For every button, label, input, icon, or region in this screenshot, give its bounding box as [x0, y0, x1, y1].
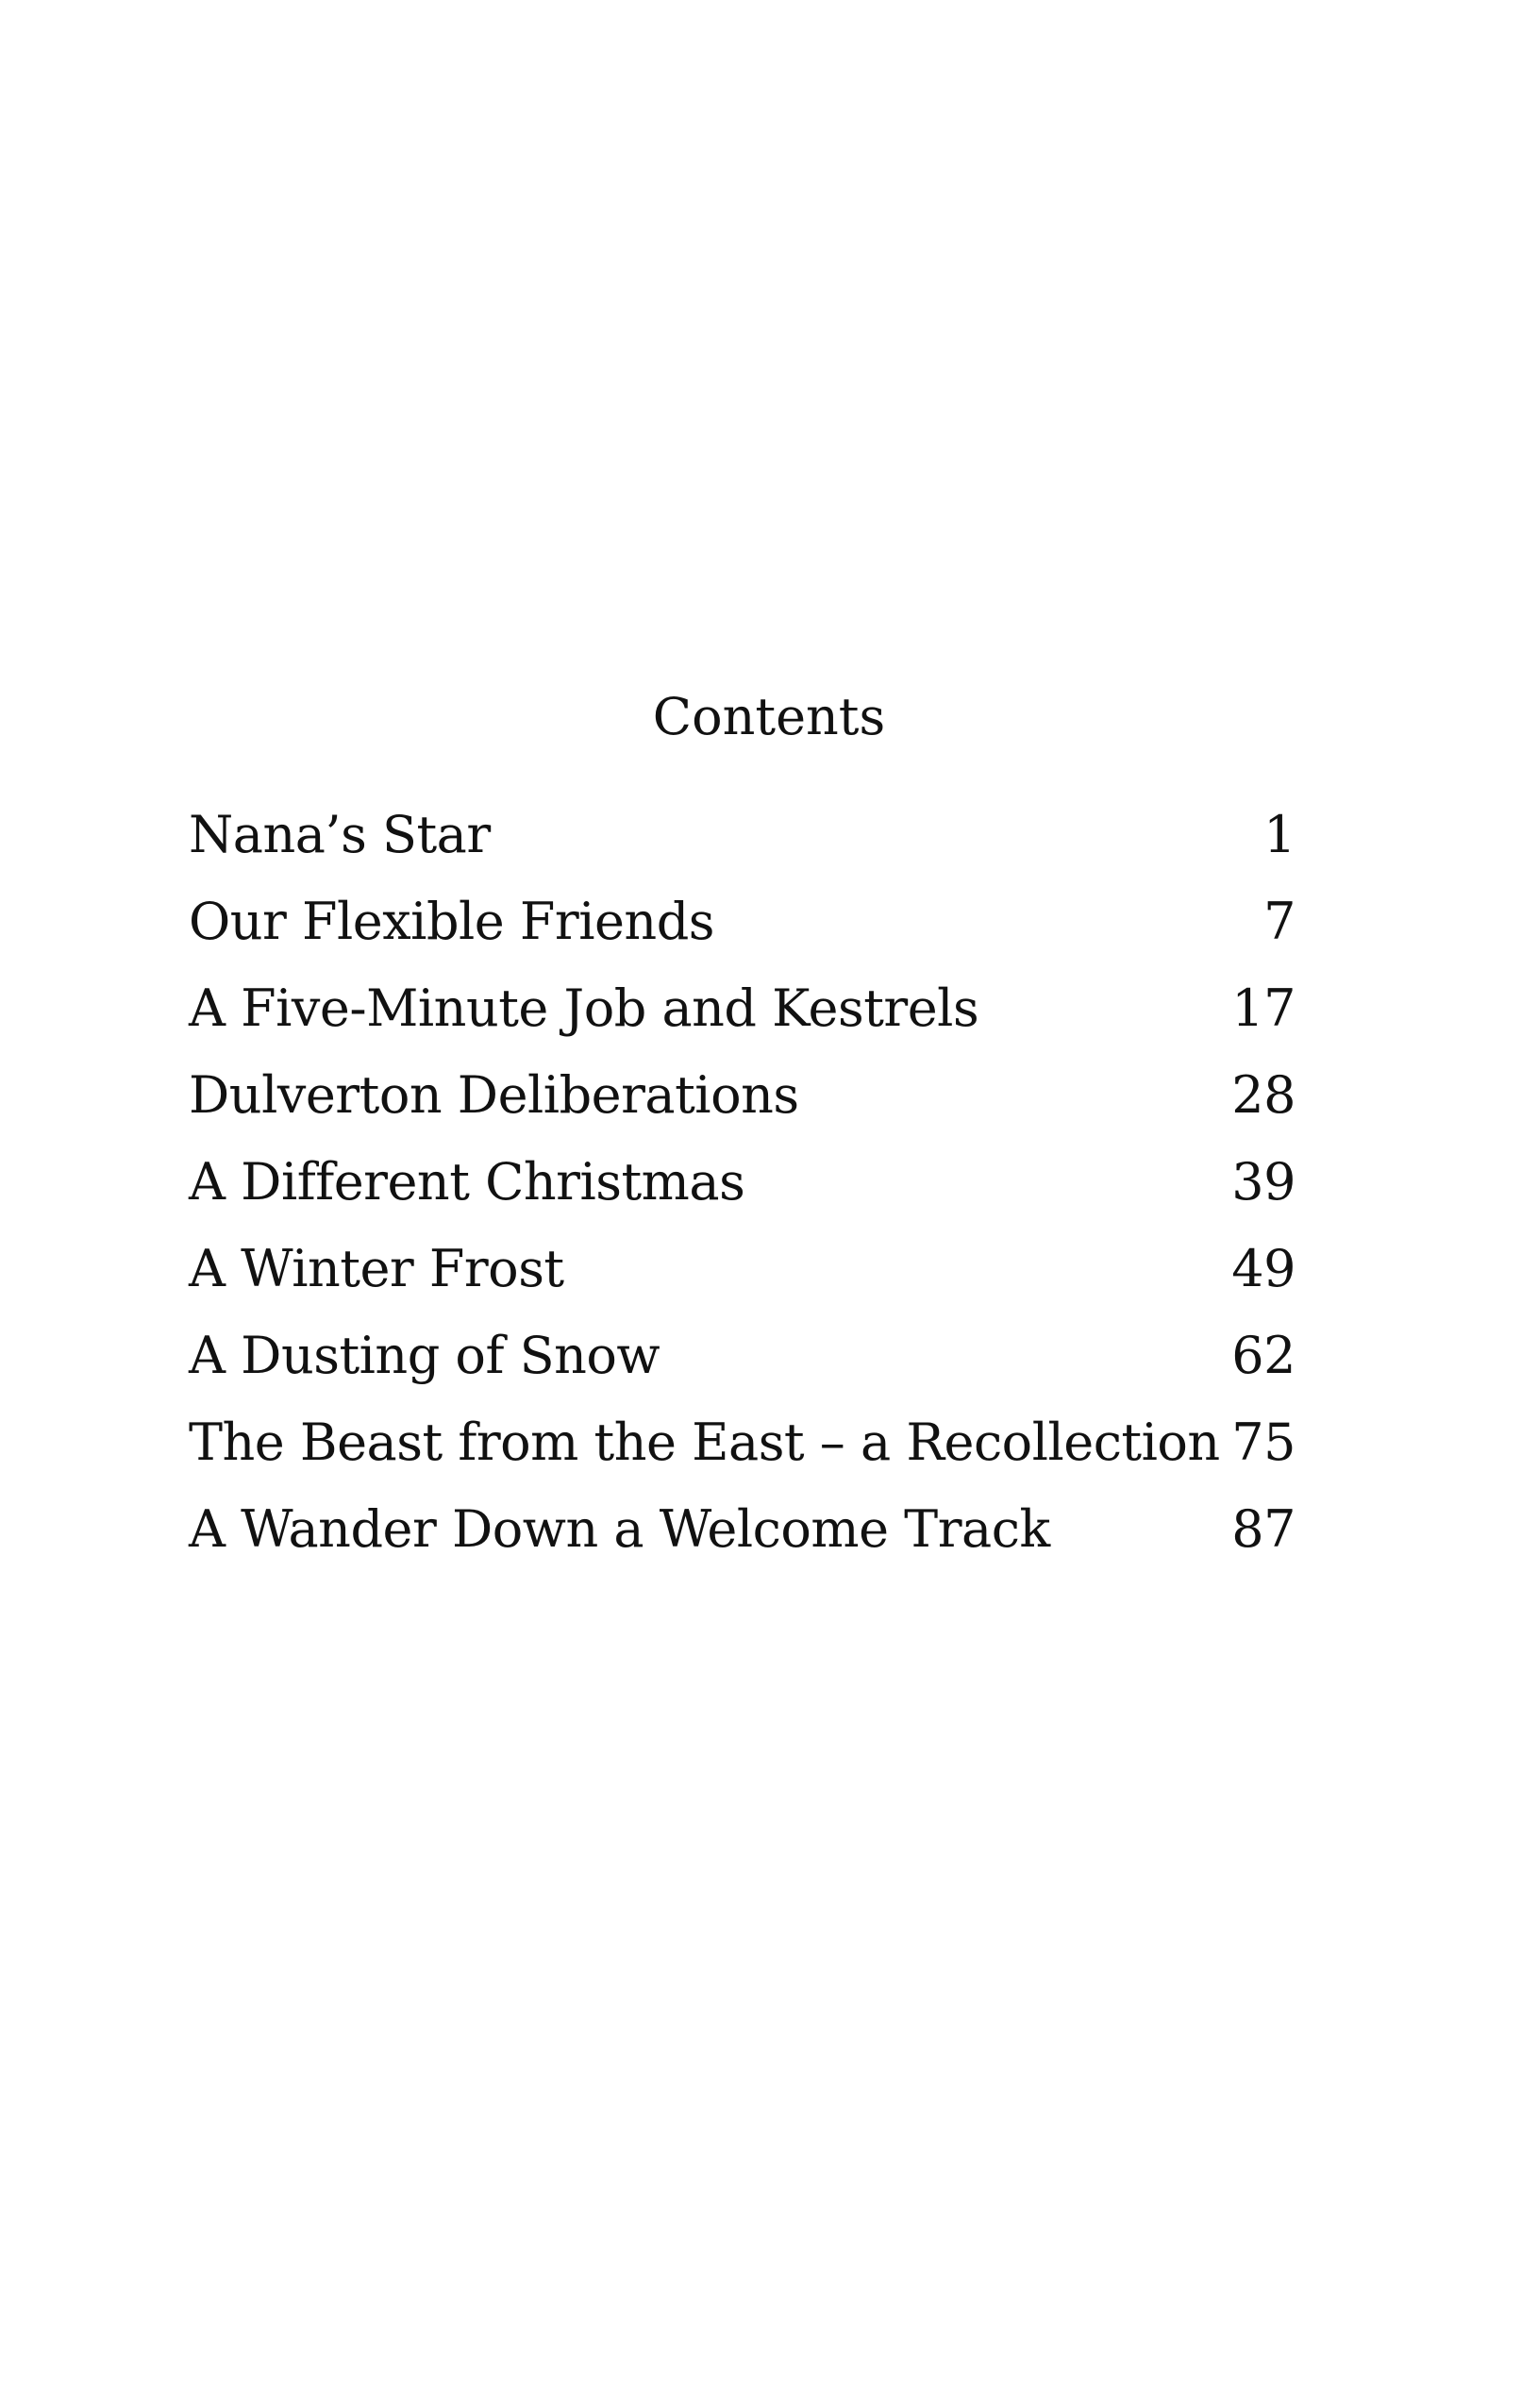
toc-entry-title: Our Flexible Friends — [189, 892, 714, 951]
toc-entry — [189, 1145, 1296, 1231]
toc-entry-page: 7 — [1263, 892, 1296, 951]
toc-entry-title: Dulverton Deliberations — [189, 1065, 799, 1125]
toc-entry-title: Nana’s Star — [189, 805, 491, 864]
toc-entry — [189, 1231, 1296, 1318]
toc-entry-page: 39 — [1231, 1152, 1296, 1212]
toc-entry-page: 17 — [1231, 978, 1296, 1038]
toc-entry-title: A Five-Minute Job and Kestrels — [189, 978, 979, 1038]
toc-entry — [189, 797, 1296, 884]
toc-entry-title: A Different Christmas — [189, 1152, 745, 1212]
toc-entry-page: 1 — [1263, 805, 1296, 864]
toc-entry — [189, 1058, 1296, 1145]
toc-entry-page: 28 — [1231, 1065, 1296, 1125]
toc-entry-title: A Dusting of Snow — [189, 1326, 660, 1385]
toc-entry — [189, 1405, 1296, 1492]
table-of-contents — [189, 797, 1296, 1579]
toc-entry — [189, 1492, 1296, 1579]
toc-entry-page: 87 — [1231, 1499, 1296, 1559]
toc-entry — [189, 884, 1296, 971]
toc-entry-page: 49 — [1231, 1239, 1296, 1298]
toc-entry — [189, 1318, 1296, 1405]
page-title: Contents — [652, 687, 886, 746]
toc-entry-title: A Wander Down a Welcome Track — [189, 1499, 1050, 1559]
toc-entry — [189, 971, 1296, 1058]
toc-entry-page: 62 — [1231, 1326, 1296, 1385]
toc-entry-page: 75 — [1231, 1413, 1296, 1472]
toc-entry-title: A Winter Frost — [189, 1239, 564, 1298]
toc-entry-title: The Beast from the East – a Recollection — [189, 1413, 1220, 1472]
